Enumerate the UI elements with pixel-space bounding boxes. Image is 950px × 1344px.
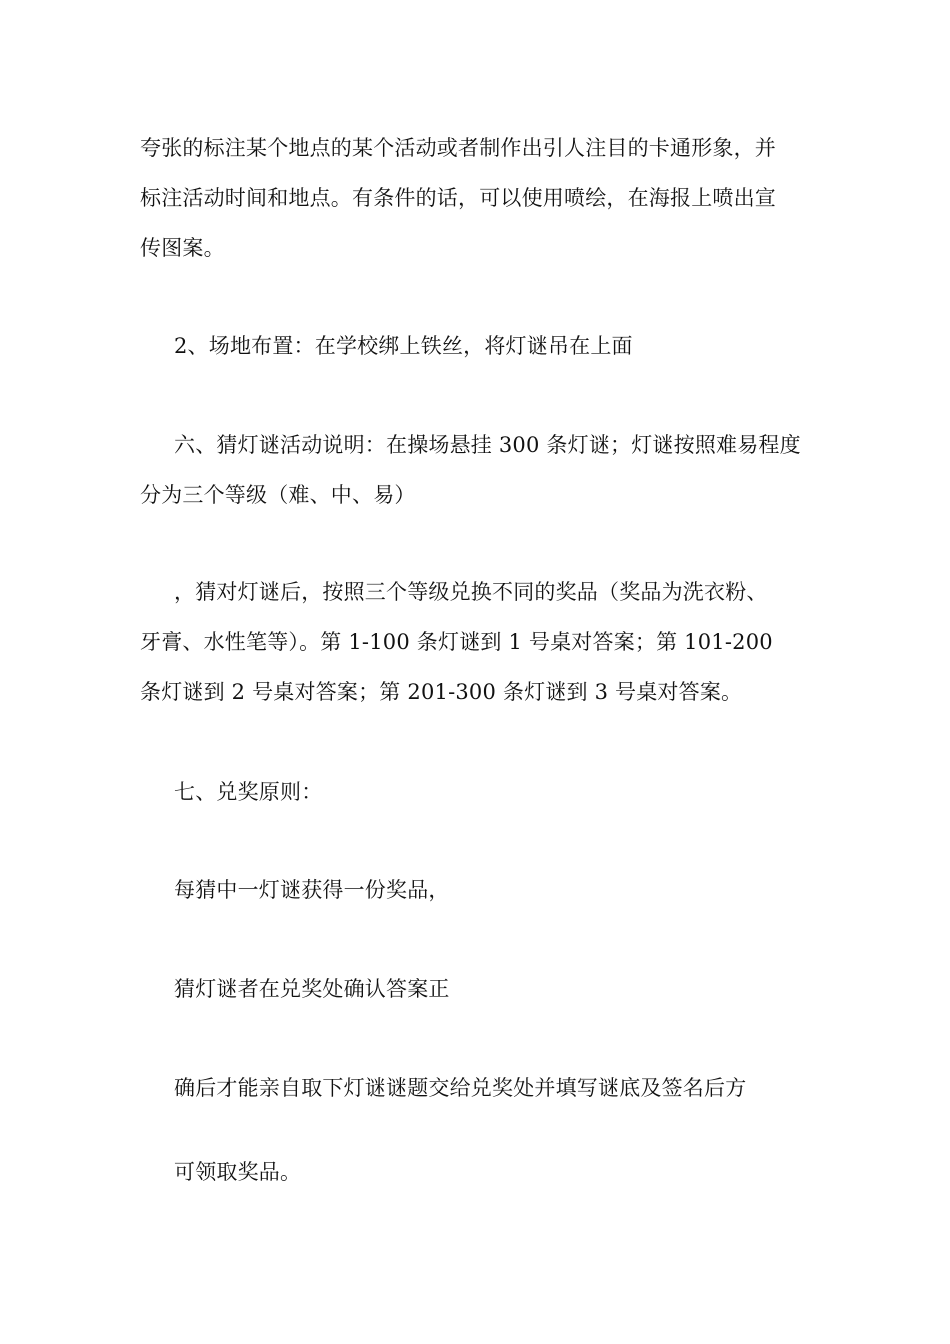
- section-heading-prize-rules: 七、兑奖原则：: [174, 780, 323, 804]
- paragraph-line: 每猜中一灯谜获得一份奖品，: [174, 878, 450, 902]
- paragraph-line: 牙膏、水性笔等）。第 1-100 条灯谜到 1 号桌对答案；第 101-200: [140, 630, 773, 654]
- section-heading-riddle-description: 六、猜灯谜活动说明：在操场悬挂 300 条灯谜；灯谜按照难易程度: [174, 433, 801, 457]
- paragraph-line: 确后才能亲自取下灯谜谜题交给兑奖处并填写谜底及签名后方: [174, 1076, 747, 1100]
- paragraph-line: 标注活动时间和地点。有条件的话，可以使用喷绘，在海报上喷出宣: [140, 186, 776, 210]
- paragraph-line: 猜灯谜者在兑奖处确认答案正: [174, 977, 450, 1001]
- section-heading-venue: 2、场地布置：在学校绑上铁丝，将灯谜吊在上面: [174, 334, 633, 358]
- paragraph-line: 条灯谜到 2 号桌对答案；第 201-300 条灯谜到 3 号桌对答案。: [140, 680, 743, 704]
- paragraph-line: ，猜对灯谜后，按照三个等级兑换不同的奖品（奖品为洗衣粉、: [174, 580, 768, 604]
- paragraph-line: 传图案。: [140, 236, 225, 260]
- paragraph-line: 分为三个等级（难、中、易）: [140, 483, 416, 507]
- paragraph-line: 可领取奖品。: [174, 1160, 302, 1184]
- paragraph-line: 夸张的标注某个地点的某个活动或者制作出引人注目的卡通形象，并: [140, 136, 776, 160]
